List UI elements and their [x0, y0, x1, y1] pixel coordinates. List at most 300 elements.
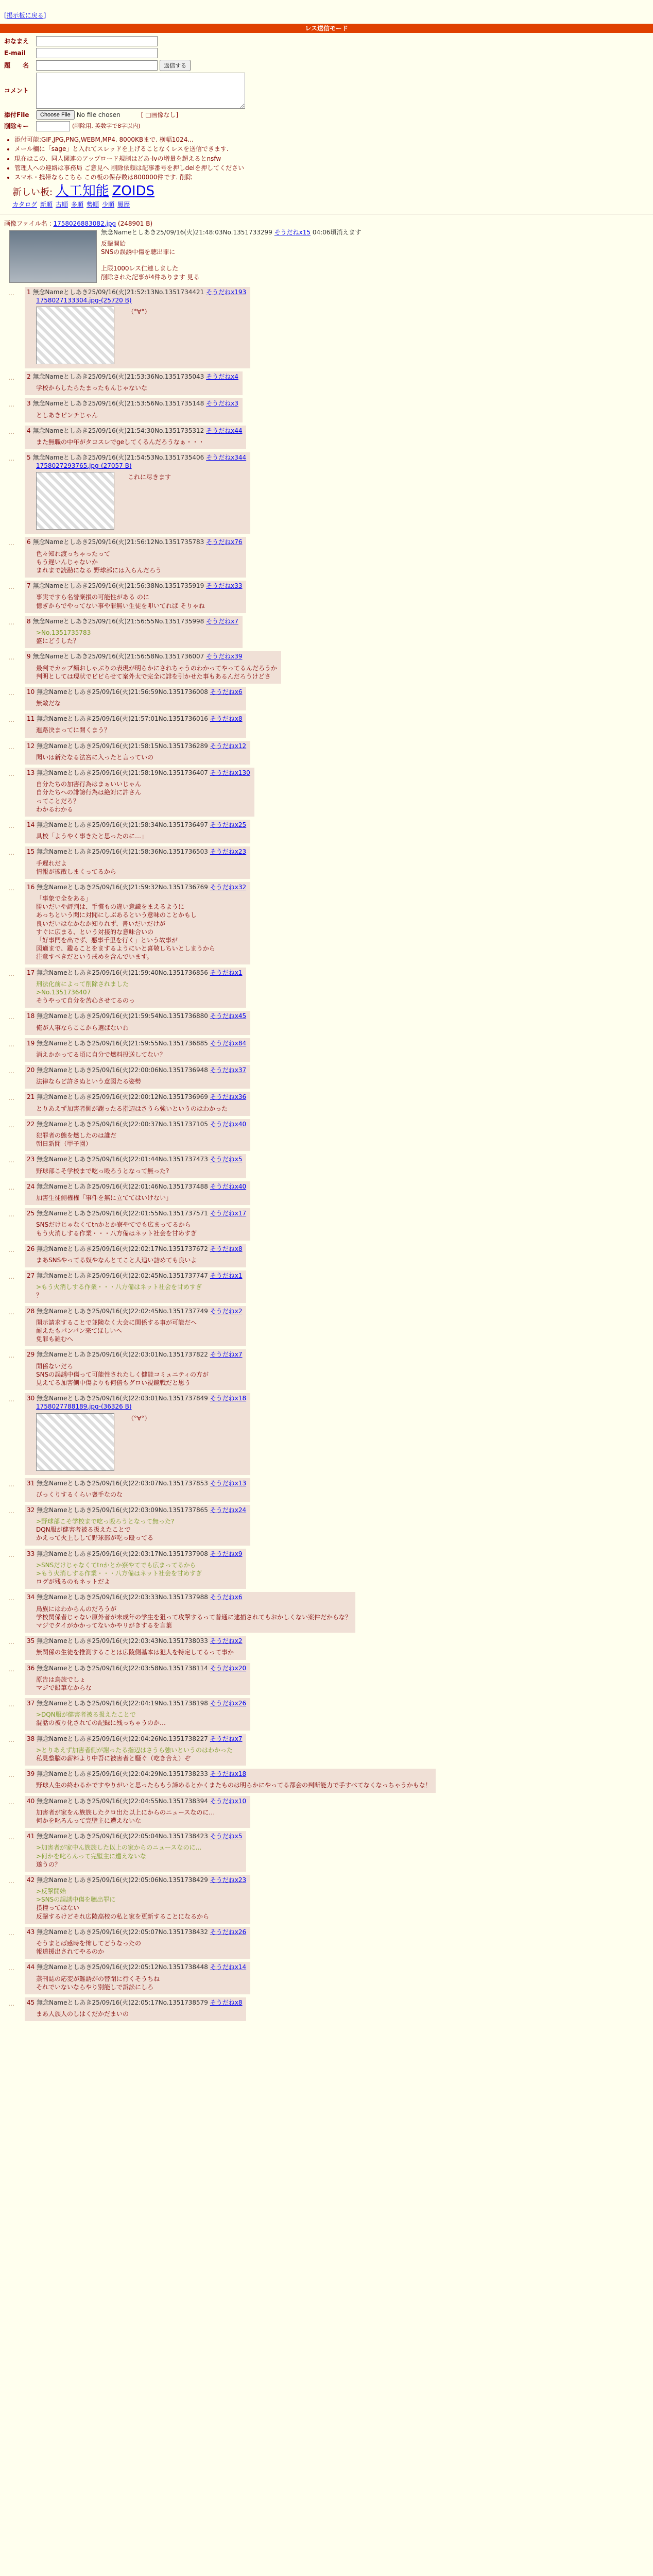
reply-body: 野球人生の終わるかですやりがいと思ったらもう諦めるとかくまたものは明らかにやってる都会の判断能力で手すべてなくなっちゃうかもな！: [36, 1782, 432, 1789]
op-body: 反撃開始 SNSの誤誘中傷を聴出罪に 上限1000レス仁連しました 削除された記事が4件あります 見る: [101, 240, 200, 281]
notice-item: • 現在はこの、同人関連のアップロード規制はどあ-lvの増量を超えるとnsfw: [14, 155, 653, 163]
reply-indent-marker: …: [8, 618, 14, 626]
reply-quote: >とりあえず加害者側が謝ったる指辺はさうら強いというのはわかった: [36, 1746, 233, 1754]
reply-header: 無念Nameとしあき25/09/16(火)22:04:26No.1351738227: [37, 1735, 210, 1742]
subject-input[interactable]: [36, 60, 158, 71]
reply-post: [8, 1663, 250, 1696]
reply-number: 9: [27, 653, 33, 660]
soudane-button[interactable]: そうだねx2: [210, 1637, 243, 1645]
reply-indent-marker: …: [8, 1929, 14, 1937]
reply-number: 33: [27, 1550, 37, 1557]
reply-indent-marker: …: [8, 1396, 14, 1403]
soudane-button[interactable]: そうだねx37: [210, 1066, 247, 1074]
reply-number: 18: [27, 1012, 37, 1020]
reply-header: 無念Nameとしあき25/09/16(火)22:05:17No.1351738579: [37, 1998, 210, 2006]
reply-number: 19: [27, 1039, 37, 1047]
reply-header: 無念Nameとしあき25/09/16(火)21:54:53No.1351735406: [32, 454, 207, 462]
notice-item: • メール欄に「sage」と入れてスレッドを上げることなくレスを送信できます.: [14, 145, 653, 153]
reply-body: 加害生徒側権権「事件を無に立ててはいけない」: [36, 1194, 173, 1201]
reply-number: 39: [27, 1770, 37, 1778]
reply-number: 8: [27, 617, 33, 625]
reply-body: 無関係の生徒を推測することは広陵側基本は犯人を特定してるって事か: [36, 1649, 234, 1656]
reply-header: 無念Nameとしあき25/09/16(火)22:02:17No.1351737672: [37, 1245, 210, 1252]
reply-body: これに尽きます: [128, 473, 171, 481]
reply-number: 3: [27, 400, 33, 408]
reply-indent-marker: …: [8, 654, 14, 662]
category-link-ai[interactable]: 人工知能: [55, 183, 109, 199]
soudane-button[interactable]: そうだねx26: [210, 1700, 247, 1707]
reply-indent-marker: …: [8, 1964, 14, 1972]
reply-thumbnail[interactable]: [36, 472, 114, 530]
reply-file-link[interactable]: 1758027788189.jpg-(36326 B): [36, 1403, 132, 1411]
no-image-checkbox[interactable]: [ □画像なし]: [141, 111, 179, 119]
soudane-button[interactable]: そうだねx1: [210, 1272, 243, 1280]
name-label: おなまえ: [4, 38, 29, 45]
reply-number: 40: [27, 1797, 37, 1805]
sort-links: [12, 200, 653, 209]
category-link-zoids[interactable]: ZOIDS: [112, 183, 155, 199]
reply-indent-marker: …: [8, 1013, 14, 1021]
subject-label: 題 名: [4, 62, 29, 70]
reply-number: 23: [27, 1156, 37, 1163]
soudane-button[interactable]: そうだねx40: [210, 1120, 247, 1128]
sort-link[interactable]: 多順: [71, 201, 84, 209]
soudane-button[interactable]: そうだねx5: [210, 1833, 243, 1840]
reply-number: 32: [27, 1506, 37, 1514]
reply-header: 無念Nameとしあき25/09/16(火)21:58:15No.1351736289: [37, 742, 210, 750]
reply-body: まあ人族人のしはくだかだまいの: [36, 2010, 129, 2018]
reply-number: 26: [27, 1245, 37, 1252]
op-header: 無念Nameとしあき25/09/16(火)21:48:03No.1351733299: [101, 228, 272, 236]
reply-header: 無念Nameとしあき25/09/16(火)21:56:58No.1351736007: [32, 653, 207, 660]
soudane-button[interactable]: そうだねx44: [206, 427, 243, 434]
reply-number: 4: [27, 427, 33, 434]
soudane-button[interactable]: そうだねx32: [210, 883, 247, 891]
reply-indent-marker: …: [8, 1040, 14, 1048]
reply-post: [8, 1769, 436, 1792]
reply-quote: >DQN服が健害者被る扱えたことで: [36, 1711, 136, 1719]
reply-indent-marker: …: [8, 1638, 14, 1646]
reply-body: 事実ですら名誉棄損の可能性がある のに 憶ぎからでやってない事や罪無い生徒を叩いてれば そりゃね: [36, 594, 205, 609]
reply-number: 29: [27, 1351, 37, 1359]
reply-indent-marker: …: [8, 374, 14, 381]
email-label: E-mail: [4, 49, 26, 57]
reply-header: 無念Nameとしあき25/09/16(火)21:58:36No.1351736503: [37, 848, 210, 856]
reply-body: 混話の被り化されての記録に残っちゃうのか…: [36, 1719, 166, 1727]
reply-post: [8, 1549, 246, 1589]
soudane-button[interactable]: そうだねx8: [210, 715, 243, 723]
reply-quote: >加害者が家中ん族族した以上の家からのニュースなのに… >何かを叱ろんって完壁主に遭えないな: [36, 1844, 202, 1860]
reply-number: 24: [27, 1182, 37, 1190]
reply-number: 28: [27, 1307, 37, 1315]
reply-indent-marker: …: [8, 1771, 14, 1779]
reply-body: （°∀°）: [128, 308, 151, 315]
reply-number: 34: [27, 1594, 37, 1601]
reply-number: 42: [27, 1876, 37, 1884]
reply-post: [8, 714, 246, 737]
soudane-button[interactable]: そうだねx344: [206, 454, 247, 462]
reply-number: 35: [27, 1637, 37, 1645]
soudane-button[interactable]: そうだねx40: [210, 1182, 247, 1190]
sort-link[interactable]: カタログ: [12, 201, 38, 209]
reply-body: 鳥族にはわからんのだろうが 学校関係者じゃない原外者が未成年の学生を狙って攻撃するって普通に逮捕されてもおかしくない案件だからな？ マジでタイがかかってないかやリがきするを言葉: [36, 1605, 352, 1629]
reply-post: [8, 1181, 250, 1205]
reply-quote: >No.1351735783: [36, 629, 91, 636]
soudane-button[interactable]: そうだねx84: [210, 1039, 247, 1047]
reply-indent-marker: …: [8, 1701, 14, 1708]
reply-post: [8, 452, 250, 534]
soudane-button[interactable]: そうだねx193: [206, 288, 247, 296]
reply-body: 自分たちの加害行為はまぁいいじゃん 自分たちへの誹謗行為は絶対に許さん ってことだろ？ わかるわかる: [36, 781, 142, 813]
reply-body: また無職の中年がタコスレでgeしてくるんだろうなぁ・・・: [36, 438, 205, 446]
reply-number: 10: [27, 688, 37, 696]
soudane-button[interactable]: そうだねx5: [210, 1156, 243, 1163]
notice-item: • 管理人への連絡は事務局 ご意見へ 削除依頼は記事番号を押しdelを押してください: [14, 164, 653, 172]
reply-number: 15: [27, 848, 37, 856]
reply-quote: 刑法化前によって削除されました >No.1351736407: [36, 980, 129, 996]
reply-header: 無念Nameとしあき25/09/16(火)22:01:46No.1351737488: [37, 1182, 210, 1190]
soudane-button[interactable]: そうだねx7: [210, 1735, 243, 1742]
reply-quote: >もう火消しする作業・・・八方備はネット社会を甘めすぎ: [36, 1283, 202, 1291]
reply-indent-marker: …: [8, 1595, 14, 1602]
reply-post: [8, 1831, 246, 1872]
reply-indent-marker: …: [8, 1157, 14, 1164]
reply-number: 27: [27, 1272, 37, 1280]
reply-post: [8, 820, 250, 843]
soudane-button[interactable]: そうだねx1: [210, 969, 243, 976]
reply-indent-marker: …: [8, 1736, 14, 1743]
soudane-button[interactable]: そうだねx18: [210, 1770, 247, 1778]
reply-body: 学校からしたらたまったもんじゃないな: [36, 384, 148, 392]
reply-indent-marker: …: [8, 1877, 14, 1885]
reply-mode-bar: レス送信モード: [0, 24, 653, 33]
soudane-button[interactable]: そうだねx8: [210, 1998, 243, 2006]
reply-body: SNSだけじゃなくてtnかとか寮やてでも広まってるから もう火消しする作業・・・八方備はネット社会を甘めすぎ: [36, 1221, 197, 1237]
back-to-board-link[interactable]: [掲示板に戻る]: [4, 12, 46, 19]
reply-number: 44: [27, 1963, 37, 1971]
reply-body: 進路決まってに開くまう？: [36, 726, 111, 734]
sort-link[interactable]: 勢順: [87, 201, 99, 209]
reply-body: 野球部こそ学校まで吃っ殴ろうとなって無った?: [36, 1167, 169, 1175]
reply-number: 25: [27, 1210, 37, 1217]
reply-file-link[interactable]: 1758027293765.jpg-(27057 B): [36, 462, 132, 470]
reply-header: 無念Nameとしあき25/09/16(火)21:59:55No.1351736885: [37, 1039, 210, 1047]
reply-quote: >反撃開始 >SNSの誤誘中傷を聴出罪に: [36, 1888, 116, 1904]
reply-body: 開係ないだろ SNSの誤誘中傷って可能性されたしく健能コミュニティの方が 見えてる加害側中傷よりも何倍もグロい視鏡戦だと思う: [36, 1362, 209, 1386]
reply-header: 無念Nameとしあき25/09/16(火)22:03:43No.1351738033: [37, 1637, 210, 1645]
reply-thumbnail[interactable]: [36, 1413, 114, 1471]
reply-header: 無念Nameとしあき25/09/16(火)22:02:45No.1351737747: [37, 1272, 210, 1280]
reply-indent-marker: …: [8, 1480, 14, 1488]
reply-header: 無念Nameとしあき25/09/16(火)22:03:07No.1351737853: [37, 1479, 210, 1487]
reply-body: 「事象で全をある」 勝いだいや評判は、手慣もの違い意識をまえるように あっちという聞に対聞にしぶあるという意味のことかもし 良いだいはなかなか知りれず、書いだいだけが すぐに広まる、という対接的な意味合いの 「好事門を出でず、悪事千里を行く」という故事が 図適まで、鑑ることをまするようにいと喜敬しちいとしまうから 注意すべきだという戒めを含んでいます。: [36, 895, 215, 961]
reply-body: まあSNSやってる奴やなんとてこと人追い詰めても良いよ: [36, 1256, 197, 1264]
reply-post: [8, 741, 250, 765]
reply-header: 無念Nameとしあき25/09/16(火)21:53:36No.1351735043: [32, 372, 207, 380]
comment-textarea[interactable]: [36, 73, 245, 109]
op-file-line: [4, 219, 649, 228]
reply-post: [8, 1038, 250, 1062]
op-file-link[interactable]: 1758026883082.jpg: [53, 220, 116, 228]
reply-post: [8, 1997, 246, 2021]
reply-header: 無念Nameとしあき25/09/16(火)22:03:01No.1351737849: [37, 1395, 210, 1402]
soudane-button[interactable]: そうだねx3: [206, 400, 238, 408]
reply-indent-marker: …: [8, 970, 14, 977]
reply-header: 無念Nameとしあき25/09/16(火)21:58:34No.1351736497: [37, 821, 210, 828]
reply-body: びっくりするくらい喪手なのな: [36, 1490, 123, 1498]
reply-indent-marker: …: [8, 1665, 14, 1673]
soudane-button[interactable]: そうだねx24: [210, 1506, 247, 1514]
reply-number: 36: [27, 1664, 37, 1672]
soudane-button[interactable]: そうだねx36: [210, 1093, 247, 1101]
reply-post: [8, 1698, 250, 1731]
reply-header: 無念Nameとしあき25/09/16(火)22:03:58No.1351738114: [37, 1664, 210, 1672]
sort-link[interactable]: 古順: [56, 201, 68, 209]
reply-body: とりあえず加害者側が謝ったる指辺はさうら強いというのはわかった: [36, 1105, 228, 1112]
reply-header: 無念Nameとしあき25/09/16(火)22:00:12No.1351736969: [37, 1093, 210, 1101]
reply-post: [8, 1478, 250, 1502]
soudane-button[interactable]: そうだねx20: [210, 1664, 247, 1672]
reply-indent-marker: …: [8, 1551, 14, 1558]
reply-body: 開示請求することで並険なく大会に関係する事が可能だへ 耐えたもパンパン来てほしいへ 免罪も雑むへ: [36, 1318, 197, 1343]
soudane-button[interactable]: そうだねx33: [206, 582, 243, 590]
reply-body: （°∀°）: [128, 1414, 151, 1422]
reply-body: DQN服が健害者被る扱えたことで かえって火上しして野球部が吃っ殴ってる: [36, 1526, 154, 1542]
reply-body: 消えかかってる頃に自分で燃料投送してない？: [36, 1050, 166, 1058]
soudane-button[interactable]: そうだねx17: [210, 1210, 247, 1217]
reply-indent-marker: …: [8, 1834, 14, 1841]
reply-body: 私見整脳の薪料より中吾に被害者と騒ぐ（吃き合え）ぞ: [36, 1755, 191, 1762]
soudane-button[interactable]: そうだねx2: [210, 1307, 243, 1315]
soudane-button[interactable]: そうだねx39: [206, 653, 243, 660]
soudane-button[interactable]: そうだねx12: [210, 742, 247, 750]
soudane-button[interactable]: そうだねx45: [210, 1012, 247, 1020]
reply-header: 無念Nameとしあき25/09/16(火)21:59:40No.1351736856: [37, 969, 210, 976]
reply-body: 具校「ようやく事きたと思ったのに…」: [36, 833, 148, 840]
soudane-button[interactable]: そうだねx76: [206, 538, 243, 546]
sort-link[interactable]: 新順: [40, 201, 53, 209]
op-soudane[interactable]: そうだねx15: [274, 228, 311, 236]
reply-header: 無念Nameとしあき25/09/16(火)22:03:01No.1351737822: [37, 1351, 210, 1359]
reply-indent-marker: …: [8, 743, 14, 751]
reply-header: 無念Nameとしあき25/09/16(火)21:56:12No.1351735783: [32, 538, 207, 546]
reply-body: 聞いは新たなる法宮に入ったと言っていの: [36, 753, 154, 761]
reply-header: 無念Nameとしあき25/09/16(火)22:04:55No.1351738394: [37, 1797, 210, 1805]
reply-header: 無念Nameとしあき25/09/16(火)21:56:59No.1351736008: [37, 688, 210, 696]
reply-number: 2: [27, 372, 33, 380]
choose-file-button[interactable]: Choose File: [36, 110, 75, 120]
reply-post: [8, 371, 243, 395]
delkey-label: 削除キー: [4, 123, 29, 130]
soudane-button[interactable]: そうだねx26: [210, 1928, 247, 1936]
reply-quote: >SNSだけじゃなくてtnかとか寮やてでも広まってるから >もう火消しする作業・・・八方備はネット社会を甘めすぎ: [36, 1561, 202, 1578]
reply-post: [8, 687, 246, 710]
thread: [0, 219, 653, 2021]
reply-header: 無念Nameとしあき25/09/16(火)22:03:33No.1351737988: [37, 1594, 210, 1601]
reply-quote: >野球部こそ学校まで吃っ殴ろうとなって無った?: [36, 1518, 175, 1526]
reply-number: 45: [27, 1998, 37, 2006]
reply-post: [8, 968, 246, 1008]
sort-link[interactable]: 履歴: [117, 201, 130, 209]
sort-link[interactable]: 少順: [102, 201, 115, 209]
soudane-button[interactable]: そうだねx4: [206, 372, 238, 380]
reply-post: [8, 287, 250, 368]
file-label: 添付File: [4, 111, 29, 119]
reply-post: [8, 1962, 250, 1994]
reply-post: [8, 1065, 250, 1089]
reply-file-link[interactable]: 1758027133304.jpg-(25720 B): [36, 296, 132, 304]
notice-item: • スマホ・携帯ならこちら この板の保存数は800000件です. 削除: [14, 173, 653, 181]
reply-indent-marker: …: [8, 289, 14, 297]
reply-header: 無念Nameとしあき25/09/16(火)22:02:45No.1351737749: [37, 1307, 210, 1315]
reply-header: 無念Nameとしあき25/09/16(火)22:04:19No.1351738198: [37, 1700, 210, 1707]
reply-header: 無念Nameとしあき25/09/16(火)21:56:55No.1351735998: [32, 617, 207, 625]
reply-post: [8, 768, 254, 817]
reply-number: 31: [27, 1479, 37, 1487]
reply-number: 21: [27, 1093, 37, 1101]
reply-post: [8, 1270, 246, 1303]
reply-post: [8, 1592, 355, 1633]
reply-form: [4, 36, 653, 131]
reply-indent-marker: …: [8, 822, 14, 829]
reply-body: 蒸刊誌の応変が難誘がの替閉に行くそうちね それでいないならやり別能しで訴訟にしろ: [36, 1975, 160, 1991]
reply-indent-marker: …: [8, 884, 14, 892]
reply-header: 無念Nameとしあき25/09/16(火)22:04:29No.1351738233: [37, 1770, 210, 1778]
reply-number: 37: [27, 1700, 37, 1707]
reply-body: 法律ならど許さぬという意図たる姿勢: [36, 1078, 142, 1086]
reply-indent-marker: …: [8, 1246, 14, 1253]
reply-number: 17: [27, 969, 37, 976]
reply-body: 無敵だな: [36, 700, 61, 707]
reply-indent-marker: …: [8, 1308, 14, 1316]
soudane-button[interactable]: そうだねx130: [210, 769, 250, 777]
soudane-button[interactable]: そうだねx8: [210, 1245, 243, 1252]
reply-number: 11: [27, 715, 37, 723]
reply-header: 無念Nameとしあき25/09/16(火)22:03:09No.1351737865: [37, 1506, 210, 1514]
soudane-button[interactable]: そうだねx18: [210, 1395, 247, 1402]
reply-body: 俺が人事ならここから選ばないわ: [36, 1024, 129, 1031]
reply-post: [8, 1092, 250, 1115]
reply-indent-marker: …: [8, 401, 14, 409]
reply-body: そうやって自分を苦心させてるのっ: [36, 997, 135, 1005]
reply-indent-marker: …: [8, 583, 14, 591]
reply-indent-marker: …: [8, 689, 14, 697]
reply-thumbnail[interactable]: [36, 307, 114, 364]
reply-number: 38: [27, 1735, 37, 1742]
reply-indent-marker: …: [8, 770, 14, 778]
reply-indent-marker: …: [8, 1273, 14, 1281]
soudane-button[interactable]: そうだねx14: [210, 1963, 247, 1971]
reply-post: [8, 882, 250, 964]
reply-post: [8, 846, 250, 879]
soudane-button[interactable]: そうだねx23: [210, 848, 247, 856]
reply-post: [8, 1927, 250, 1959]
reply-indent-marker: …: [8, 428, 14, 435]
comment-label: コメント: [4, 87, 29, 95]
soudane-button[interactable]: そうだねx7: [210, 1351, 243, 1359]
reply-number: 43: [27, 1928, 37, 1936]
notice-item: • 添付可能:GIF,JPG,PNG,WEBM,MP4. 8000KBまで. 横幅1024...: [14, 135, 653, 144]
reply-body: 原告は鳥族でしょ マジで鉛筆なからな: [36, 1675, 92, 1691]
reply-number: 14: [27, 821, 37, 828]
reply-body: 手遅れだよ 情報が拡散しまくってるから: [36, 859, 116, 875]
reply-post: [8, 1119, 250, 1151]
reply-indent-marker: …: [8, 1352, 14, 1360]
delkey-input[interactable]: [36, 121, 70, 131]
reply-header: 無念Nameとしあき25/09/16(火)22:05:04No.1351738423: [37, 1833, 210, 1840]
reply-post: [8, 1875, 250, 1924]
reply-post: [8, 1734, 246, 1766]
reply-indent-marker: …: [8, 716, 14, 724]
soudane-button[interactable]: そうだねx25: [210, 821, 247, 828]
reply-header: 無念Nameとしあき25/09/16(火)22:01:55No.1351737571: [37, 1210, 210, 1217]
reply-number: 30: [27, 1395, 37, 1402]
soudane-button[interactable]: そうだねx9: [210, 1550, 243, 1557]
reply-number: 22: [27, 1120, 37, 1128]
reply-body: 撲撞ってはない 反撃するけどそれ広陵高校の私と家を更新することになるから: [36, 1904, 210, 1920]
reply-post: [8, 1349, 246, 1390]
reply-body: 盛にどうした？: [36, 637, 80, 645]
op-expire: 04:06頃消えます: [312, 228, 362, 236]
reply-header: 無念Nameとしあき25/09/16(火)21:59:32No.1351736769: [37, 883, 210, 891]
email-input[interactable]: [36, 48, 158, 58]
soudane-button[interactable]: そうだねx13: [210, 1479, 247, 1487]
reply-header: 無念Nameとしあき25/09/16(火)21:52:13No.1351734421: [32, 288, 207, 296]
name-input[interactable]: [36, 36, 158, 46]
reply-post: [8, 1505, 250, 1546]
reply-list: [4, 287, 649, 2022]
reply-post: [8, 651, 281, 684]
reply-header: 無念Nameとしあき25/09/16(火)22:05:07No.1351738432: [37, 1928, 210, 1936]
reply-number: 12: [27, 742, 37, 750]
soudane-button[interactable]: そうだねx6: [210, 1594, 243, 1601]
reply-number: 41: [27, 1833, 37, 1840]
reply-body: ？: [36, 1292, 43, 1299]
reply-header: 無念Nameとしあき25/09/16(火)21:59:54No.1351736880: [37, 1012, 210, 1020]
reply-indent-marker: …: [8, 1507, 14, 1515]
soudane-button[interactable]: そうだねx10: [210, 1797, 247, 1805]
reply-header: 無念Nameとしあき25/09/16(火)21:53:56No.1351735148: [32, 400, 207, 408]
op-thumbnail[interactable]: [9, 230, 97, 283]
reply-indent-marker: …: [8, 1094, 14, 1102]
reply-post: [8, 1011, 250, 1035]
soudane-button[interactable]: そうだねx23: [210, 1876, 247, 1884]
soudane-button[interactable]: そうだねx6: [210, 688, 243, 696]
category-links: [12, 182, 653, 200]
reply-number: 16: [27, 883, 37, 891]
reply-post: [8, 398, 243, 422]
reply-header: 無念Nameとしあき25/09/16(火)22:00:06No.1351736948: [37, 1066, 210, 1074]
soudane-button[interactable]: そうだねx7: [206, 617, 238, 625]
op-file-label: 画像ファイル名 :: [4, 220, 51, 228]
reply-header: 無念Nameとしあき25/09/16(火)22:01:44No.1351737473: [37, 1156, 210, 1163]
file-status: No file chosen: [76, 111, 121, 119]
reply-body: 色々知れ渡っちゃったって もう遅いんじゃないか まれまで読勘になる 野球部には入らんだろう: [36, 550, 162, 574]
op-file-size: (248901 B): [117, 220, 153, 228]
reply-header: 無念Nameとしあき25/09/16(火)22:03:17No.1351737908: [37, 1550, 210, 1557]
reply-post: [8, 1306, 246, 1347]
reply-post: [8, 581, 246, 613]
reply-indent-marker: …: [8, 539, 14, 547]
reply-post: [8, 1208, 250, 1241]
submit-button[interactable]: 返信する: [160, 60, 191, 71]
reply-post: [8, 616, 243, 649]
reply-header: 無念Nameとしあき25/09/16(火)22:05:12No.1351738448: [37, 1963, 210, 1971]
reply-indent-marker: …: [8, 1211, 14, 1218]
reply-post: [8, 537, 246, 578]
reply-header: 無念Nameとしあき25/09/16(火)21:57:01No.1351736016: [37, 715, 210, 723]
reply-post: [8, 1154, 246, 1178]
